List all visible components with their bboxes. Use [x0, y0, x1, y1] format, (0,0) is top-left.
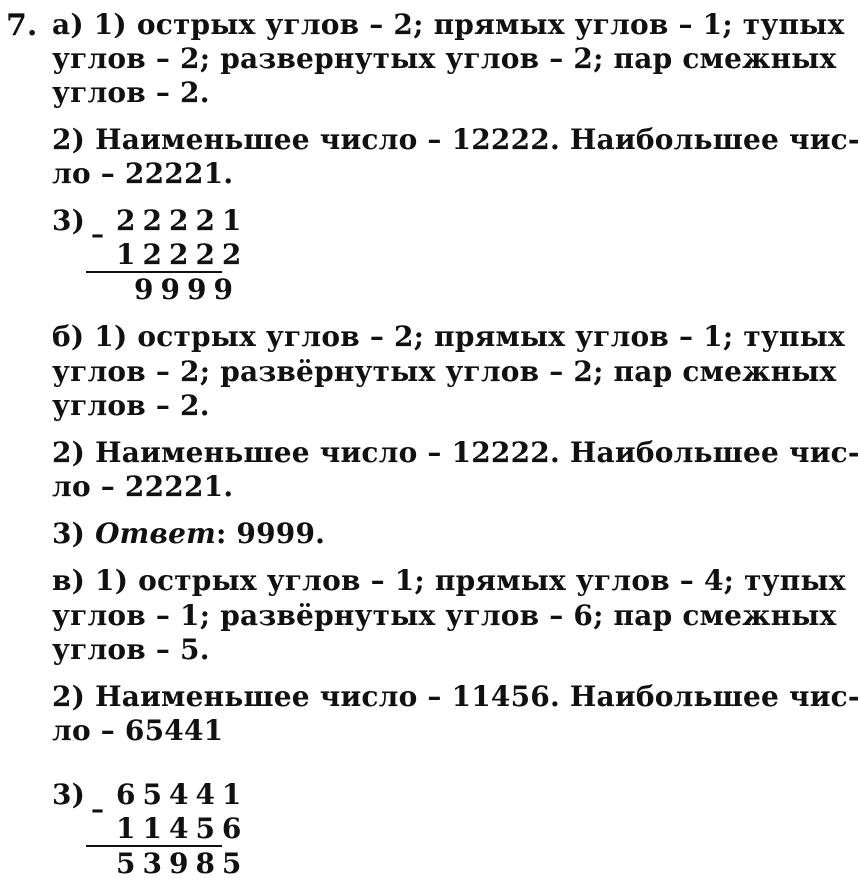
part-c-line-5: ло – 65441 — [52, 714, 224, 747]
part-c-line-3: углов – 5. — [52, 633, 210, 666]
part-b-line-2: углов – 2; развёрнутых углов – 2; пар смежных — [52, 355, 837, 388]
part-a-line-1: а) 1) острых углов – 2; прямых углов – 1; тупых — [52, 8, 845, 41]
part-c-subtrahend: 11456 — [116, 812, 249, 845]
part-b-answer-label: Ответ — [95, 517, 216, 550]
part-c-line-4: 2) Наименьшее число – 11456. Наибольшее чис- — [52, 680, 860, 713]
part-a-line-5: ло – 22221. — [52, 157, 234, 190]
part-a-line-2: углов – 2; развернутых углов – 2; пар смежных — [52, 42, 837, 75]
part-b-answer-value: : 9999. — [215, 517, 326, 550]
part-a-subtrahend: 12222 — [116, 238, 249, 271]
problem-number: 7. — [6, 8, 38, 43]
part-b-line-3: углов – 2. — [52, 389, 210, 422]
part-b-line-4: 2) Наименьшее число – 12222. Наибольшее чис- — [52, 436, 860, 469]
part-c-step-3-label: 3) — [52, 778, 86, 811]
part-a-minus-sign: – — [91, 220, 104, 250]
part-a-step-3-label: 3) — [52, 204, 86, 237]
part-a-line-3: углов – 2. — [52, 76, 210, 109]
part-c-line-2: углов – 1; развёрнутых углов – 6; пар смежных — [52, 599, 837, 632]
part-a-result: 9999 — [134, 273, 240, 306]
part-c-line-1: в) 1) острых углов – 1; прямых углов – 4; тупых — [52, 564, 846, 597]
part-c-minuend: 65441 — [116, 778, 249, 811]
part-a-minuend: 22221 — [116, 204, 249, 237]
part-b-step-3-label: 3) — [52, 517, 86, 550]
part-b-line-6 — [52, 517, 325, 550]
part-c-result: 53985 — [116, 847, 249, 880]
part-b-line-1: б) 1) острых углов – 2; прямых углов – 1; тупых — [52, 320, 845, 353]
part-a-line-4: 2) Наименьшее число – 12222. Наибольшее чис- — [52, 123, 860, 156]
part-b-line-5: ло – 22221. — [52, 470, 234, 503]
part-c-minus-sign: – — [91, 795, 104, 825]
